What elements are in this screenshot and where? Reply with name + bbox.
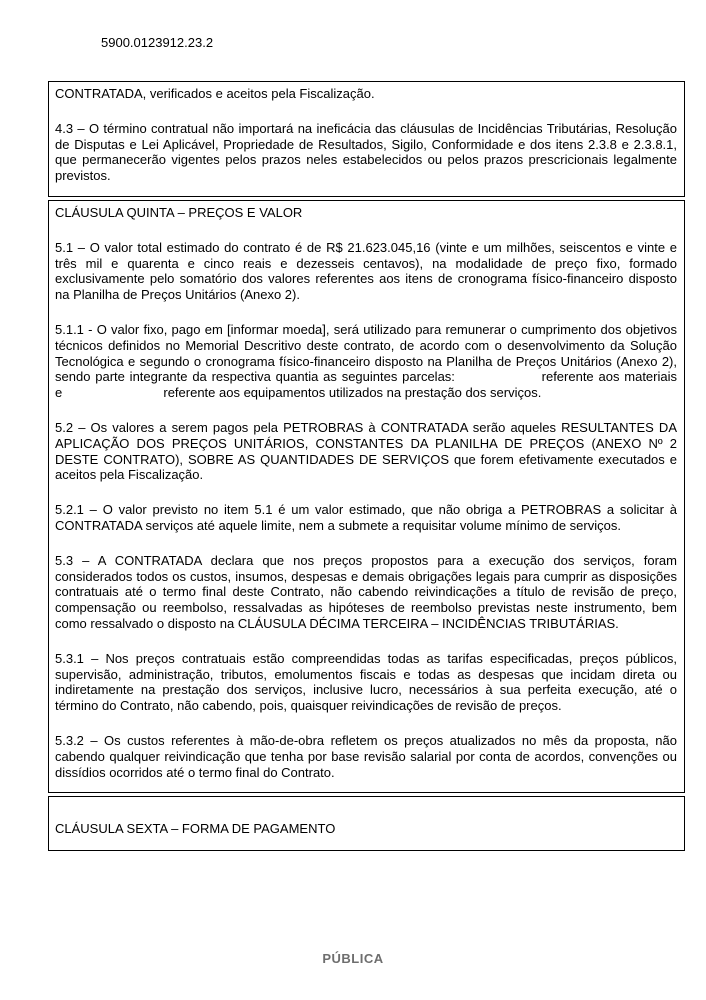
document-number: 5900.0123912.23.2 xyxy=(101,35,214,50)
paragraph-contratada-continuation: CONTRATADA, verificados e aceitos pela Fiscalização. xyxy=(55,86,375,101)
section-continuation-and-4-3 xyxy=(48,81,685,197)
paragraph-4-3: 4.3 – O término contratual não importará na ineficácia das cláusulas de Incidências Tributárias, Resolução de Disputas e Lei Aplicável, Propriedade de Resultados, Sigilo, Conformidade e dos itens 2.3.8 e 2.3.8.1, que permanecerão vigentes pelos prazos neles estabelecidos ou pelos prazos prescricionais legalmente previstos. xyxy=(55,120,677,184)
section-clausula-quinta xyxy=(48,200,685,793)
footer-classification-label: PÚBLICA xyxy=(322,951,384,966)
paragraph-5-2: 5.2 – Os valores a serem pagos pela PETROBRAS à CONTRATADA serão aqueles RESULTANTES DA APLICAÇÃO DOS PREÇOS UNITÁRIOS, CONSTANTES DA PLANILHA DE PREÇOS (ANEXO Nº 2 DESTE CONTRATO), SOBRE AS QUANTIDADES DE SERVIÇOS que forem efetivamente executados e aceitos pela Fiscalização. xyxy=(55,419,677,483)
paragraph-5-3-1: 5.3.1 – Nos preços contratuais estão compreendidas todas as tarifas especificadas, preços públicos, supervisão, administração, tributos, emolumentos fiscais e todas as despesas que incidam direta ou indiretamente na prestação dos serviços, inclusive lucro, necessários à sua perfeita execução, até o término do Contrato, não cabendo, pois, quaisquer reivindicações de revisão de preços. xyxy=(55,650,677,714)
paragraph-5-3: 5.3 – A CONTRATADA declara que nos preços propostos para a execução dos serviços, foram considerados todos os custos, insumos, despesas e demais obrigações legais para cumprir as disposições contratuais até o termo final deste Contrato, não cabendo reivindicações a título de revisão de preço, compensação ou reembolso, ressalvadas as hipóteses de reembolso previstas neste instrumento, bem como ressalvado o disposto na CLÁUSULA DÉCIMA TERCEIRA – INCIDÊNCIAS TRIBUTÁRIAS. xyxy=(55,552,677,631)
clause-heading-quinta: CLÁUSULA QUINTA – PREÇOS E VALOR xyxy=(55,204,303,220)
contract-clause-table xyxy=(48,81,685,854)
paragraph-5-1-1: 5.1.1 - O valor fixo, pago em [informar moeda], será utilizado para remunerar o cumprimento dos objetivos técnicos definidos no Memorial Descritivo deste contrato, de acordo com o desenvolvimento da Solução Tecnológica e segundo o cronograma físico-financeiro disposto na Planilha de Preços Unitários (Anexo 2), sendo parte integrante da respectiva quantia as seguintes parcelas: referente aos materiais e referente aos equipamentos utilizados na prestação dos serviços. xyxy=(55,321,677,401)
paragraph-5-3-2: 5.3.2 – Os custos referentes à mão-de-obra refletem os preços atualizados no mês da proposta, não cabendo qualquer reivindicação que tenha por base revisão salarial por conta de acordos, convenções ou dissídios ocorridos até o termo final do Contrato. xyxy=(55,732,677,780)
clause-heading-sexta: CLÁUSULA SEXTA – FORMA DE PAGAMENTO xyxy=(55,821,336,837)
paragraph-5-2-1: 5.2.1 – O valor previsto no item 5.1 é um valor estimado, que não obriga a PETROBRAS a solicitar à CONTRATADA serviços até aquele limite, nem a submete a requisitar volume mínimo de serviços. xyxy=(55,502,677,533)
section-clausula-sexta xyxy=(48,796,685,851)
paragraph-5-1: 5.1 – O valor total estimado do contrato é de R$ 21.623.045,16 (vinte e um milhões, seiscentos e vinte e três mil e quarenta e cinco reais e dezesseis centavos), na modalidade de preço fixo, formado exclusivamente pelo somatório dos valores referentes aos itens de cronograma físico-financeiro disposto na Planilha de Preços Unitários (Anexo 2). xyxy=(55,239,677,303)
